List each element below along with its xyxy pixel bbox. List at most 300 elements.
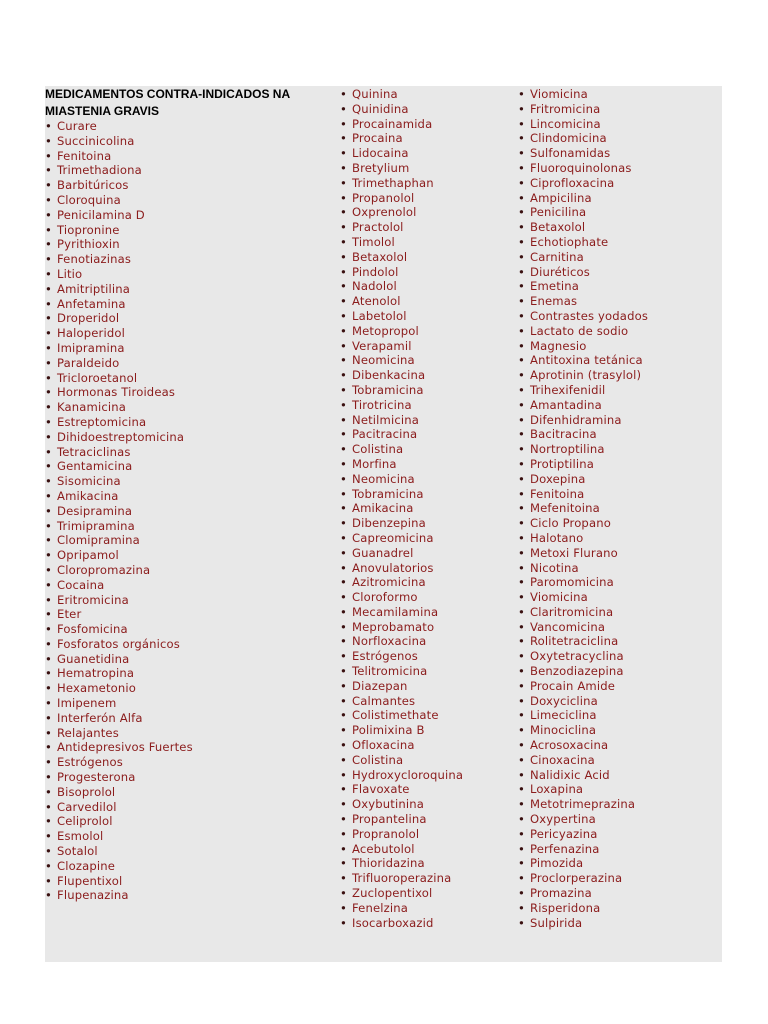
drug-name: Procaina <box>352 131 403 146</box>
drug-name: Cocaina <box>57 577 105 592</box>
bullet-icon: • <box>45 829 52 844</box>
drug-name: Enemas <box>530 294 578 309</box>
bullet-icon: • <box>518 752 525 767</box>
drug-name: Ofloxacina <box>352 738 415 753</box>
bullet-icon: • <box>518 708 525 723</box>
drug-name: Interferón Alfa <box>57 710 143 725</box>
drug-name: Minociclina <box>530 723 597 738</box>
drug-name: Dibenzepina <box>352 516 426 531</box>
bullet-icon: • <box>518 915 525 930</box>
drug-name: Clomipramina <box>57 533 140 548</box>
drug-name: Propranolol <box>352 826 420 841</box>
bullet-icon: • <box>518 664 525 679</box>
list-item <box>340 442 463 457</box>
list-item <box>518 309 648 324</box>
drug-name: Amikacina <box>352 501 414 516</box>
bullet-icon: • <box>45 622 52 637</box>
bullet-icon: • <box>340 575 347 590</box>
bullet-icon: • <box>340 856 347 871</box>
list-item <box>45 341 193 356</box>
list-item <box>340 812 463 827</box>
drug-name: Carnitina <box>530 249 584 264</box>
list-item <box>45 844 193 859</box>
bullet-icon: • <box>340 205 347 220</box>
list-item <box>518 768 648 783</box>
bullet-icon: • <box>518 841 525 856</box>
list-item <box>45 533 193 548</box>
drug-name: Aprotinin (trasylol) <box>530 368 642 383</box>
list-item <box>340 413 463 428</box>
bullet-icon: • <box>518 308 525 323</box>
bullet-icon: • <box>45 696 52 711</box>
drug-name: Tetraciclinas <box>57 444 131 459</box>
bullet-icon: • <box>340 664 347 679</box>
bullet-icon: • <box>340 308 347 323</box>
bullet-icon: • <box>340 693 347 708</box>
bullet-icon: • <box>340 767 347 782</box>
bullet-icon: • <box>518 368 525 383</box>
drug-name: Carvedilol <box>57 799 117 814</box>
drug-name: Oxybutinina <box>352 797 424 812</box>
bullet-icon: • <box>45 444 52 459</box>
list-item <box>45 119 193 134</box>
list-item <box>340 131 463 146</box>
bullet-icon: • <box>518 767 525 782</box>
list-item <box>45 459 193 474</box>
list-item <box>340 708 463 723</box>
list-item <box>45 637 193 652</box>
list-item <box>340 827 463 842</box>
list-item <box>45 208 193 223</box>
drug-name: Trimethaphan <box>352 175 434 190</box>
drug-name: Procain Amide <box>530 678 616 693</box>
list-item <box>45 267 193 282</box>
list-item <box>45 829 193 844</box>
list-item <box>518 916 648 931</box>
drug-name: Quinina <box>352 87 398 101</box>
list-item <box>340 679 463 694</box>
drug-name: Oxypertina <box>530 812 596 827</box>
drug-name: Trifluoroperazina <box>352 871 452 886</box>
list-item <box>518 901 648 916</box>
bullet-icon: • <box>340 841 347 856</box>
drug-name: Neomicina <box>352 471 415 486</box>
drug-name: Flupentixol <box>57 873 123 888</box>
drug-name: Guanetidina <box>57 651 130 666</box>
bullet-icon: • <box>518 323 525 338</box>
bullet-icon: • <box>45 799 52 814</box>
bullet-icon: • <box>45 252 52 267</box>
drug-name: Protiptilina <box>530 456 594 471</box>
list-item <box>45 430 193 445</box>
drug-name: Azitromicina <box>352 575 426 590</box>
list-item <box>518 664 648 679</box>
drug-name: Esmolol <box>57 829 104 844</box>
list-item <box>45 223 193 238</box>
bullet-icon: • <box>340 900 347 915</box>
list-item <box>518 205 648 220</box>
bullet-icon: • <box>340 634 347 649</box>
bullet-icon: • <box>518 456 525 471</box>
list-item <box>340 324 463 339</box>
list-item <box>340 620 463 635</box>
list-item <box>45 385 193 400</box>
list-item <box>340 842 463 857</box>
drug-name: Telitromicina <box>352 664 428 679</box>
list-item <box>340 768 463 783</box>
drug-name: Claritromicina <box>530 604 614 619</box>
bullet-icon: • <box>518 87 525 101</box>
list-item <box>518 324 648 339</box>
list-item <box>45 474 193 489</box>
drug-name: Contrastes yodados <box>530 308 649 323</box>
list-item <box>45 356 193 371</box>
bullet-icon: • <box>340 738 347 753</box>
list-item <box>518 442 648 457</box>
drug-name: Nalidixic Acid <box>530 767 610 782</box>
list-item <box>340 102 463 117</box>
bullet-icon: • <box>45 770 52 785</box>
list-item <box>340 782 463 797</box>
list-item <box>340 886 463 901</box>
list-item <box>340 383 463 398</box>
bullet-icon: • <box>340 368 347 383</box>
bullet-icon: • <box>518 797 525 812</box>
drug-name: Norfloxacina <box>352 634 427 649</box>
drug-name: Netilmicina <box>352 412 420 427</box>
list-item <box>518 146 648 161</box>
drug-name: Penicilamina D <box>57 207 145 222</box>
list-item <box>340 368 463 383</box>
list-item <box>45 237 193 252</box>
bullet-icon: • <box>518 900 525 915</box>
bullet-icon: • <box>518 501 525 516</box>
list-item <box>340 501 463 516</box>
list-item <box>45 814 193 829</box>
bullet-icon: • <box>518 604 525 619</box>
drug-name: Fluoroquinolonas <box>530 160 632 175</box>
bullet-icon: • <box>45 873 52 888</box>
bullet-icon: • <box>340 516 347 531</box>
list-item <box>518 413 648 428</box>
list-item <box>45 622 193 637</box>
bullet-icon: • <box>45 755 52 770</box>
bullet-icon: • <box>45 592 52 607</box>
bullet-icon: • <box>518 738 525 753</box>
list-item <box>518 235 648 250</box>
list-item <box>518 398 648 413</box>
list-item <box>340 856 463 871</box>
bullet-icon: • <box>340 116 347 131</box>
drug-name: Meprobamato <box>352 619 435 634</box>
bullet-icon: • <box>340 190 347 205</box>
drug-name: Benzodiazepina <box>530 664 624 679</box>
list-item <box>518 827 648 842</box>
bullet-icon: • <box>518 856 525 871</box>
drug-name: Cloroformo <box>352 590 418 605</box>
list-item <box>45 666 193 681</box>
list-item <box>518 117 648 132</box>
drug-name: Pindolol <box>352 264 399 279</box>
drug-name: Propantelina <box>352 812 427 827</box>
drug-name: Nortroptilina <box>530 442 605 457</box>
list-item <box>340 87 463 102</box>
bullet-icon: • <box>45 148 52 163</box>
drug-name: Pacitracina <box>352 427 418 442</box>
list-item <box>45 785 193 800</box>
list-item <box>45 593 193 608</box>
drug-name: Estreptomicina <box>57 414 147 429</box>
list-item <box>45 371 193 386</box>
drug-name: Rolitetraciclina <box>530 634 619 649</box>
drug-name: Lincomicina <box>530 116 601 131</box>
list-item <box>45 415 193 430</box>
bullet-icon: • <box>45 548 52 563</box>
drug-name: Penicilina <box>530 205 587 220</box>
drug-name: Pericyazina <box>530 826 598 841</box>
bullet-icon: • <box>518 412 525 427</box>
drug-name: Desipramina <box>57 503 133 518</box>
list-item <box>45 874 193 889</box>
list-item <box>340 250 463 265</box>
list-item <box>340 590 463 605</box>
bullet-icon: • <box>45 178 52 193</box>
bullet-icon: • <box>45 474 52 489</box>
bullet-icon: • <box>340 131 347 146</box>
drug-name: Betaxolol <box>352 249 408 264</box>
drug-name: Thioridazina <box>352 856 425 871</box>
drug-name: Trihexifenidil <box>530 382 606 397</box>
drug-name: Lactato de sodio <box>530 323 629 338</box>
drug-name: Anfetamina <box>57 296 126 311</box>
list-item <box>518 708 648 723</box>
drug-name: Eter <box>57 607 82 622</box>
list-item <box>340 871 463 886</box>
list-item <box>340 487 463 502</box>
bullet-icon: • <box>45 636 52 651</box>
drug-name: Hydroxycloroquina <box>352 767 464 782</box>
bullet-icon: • <box>45 740 52 755</box>
bullet-icon: • <box>340 782 347 797</box>
drug-name: Bisoprolol <box>57 784 116 799</box>
list-item <box>518 161 648 176</box>
drug-name: Sisomicina <box>57 474 121 489</box>
drug-name: Dibenkacina <box>352 368 426 383</box>
list-item <box>518 649 648 664</box>
bullet-icon: • <box>45 666 52 681</box>
list-item <box>45 770 193 785</box>
drug-name: Amantadina <box>530 397 602 412</box>
bullet-icon: • <box>518 264 525 279</box>
list-item <box>340 427 463 442</box>
drug-name: Neomicina <box>352 353 415 368</box>
drug-name: Metopropol <box>352 323 419 338</box>
drug-name: Antitoxina tetánica <box>530 353 643 368</box>
bullet-icon: • <box>45 607 52 622</box>
list-item <box>518 738 648 753</box>
list-item <box>518 561 648 576</box>
drug-name: Halotano <box>530 530 584 545</box>
bullet-icon: • <box>518 871 525 886</box>
drug-list-column-3 <box>518 87 648 930</box>
drug-name: Estrógenos <box>352 649 418 664</box>
drug-name: Ampicilina <box>530 190 592 205</box>
drug-name: Imipramina <box>57 340 125 355</box>
drug-name: Isocarboxazid <box>352 915 434 930</box>
list-item <box>45 859 193 874</box>
list-item <box>518 812 648 827</box>
drug-name: Fenelzina <box>352 900 408 915</box>
drug-name: Viomicina <box>530 590 588 605</box>
bullet-icon: • <box>518 382 525 397</box>
drug-name: Tricloroetanol <box>57 370 138 385</box>
bullet-icon: • <box>518 649 525 664</box>
drug-name: Acebutolol <box>352 841 415 856</box>
bullet-icon: • <box>340 560 347 575</box>
list-item <box>45 519 193 534</box>
drug-name: Trimethadiona <box>57 163 142 178</box>
bullet-icon: • <box>518 220 525 235</box>
bullet-icon: • <box>518 826 525 841</box>
drug-name: Tobramicina <box>352 486 424 501</box>
drug-name: Betaxolol <box>530 220 586 235</box>
bullet-icon: • <box>340 708 347 723</box>
drug-name: Droperidol <box>57 311 120 326</box>
drug-name: Amikacina <box>57 488 119 503</box>
drug-name: Zuclopentixol <box>352 886 433 901</box>
list-item <box>518 87 648 102</box>
list-item <box>518 886 648 901</box>
bullet-icon: • <box>45 119 52 133</box>
drug-name: Capreomicina <box>352 530 434 545</box>
list-item <box>45 178 193 193</box>
drug-name: Hexametonio <box>57 681 136 696</box>
bullet-icon: • <box>518 723 525 738</box>
bullet-icon: • <box>340 886 347 901</box>
drug-name: Procainamida <box>352 116 433 131</box>
bullet-icon: • <box>45 163 52 178</box>
bullet-icon: • <box>518 397 525 412</box>
bullet-icon: • <box>518 782 525 797</box>
list-item <box>340 901 463 916</box>
drug-name: Hormonas Tiroideas <box>57 385 176 400</box>
bullet-icon: • <box>340 826 347 841</box>
list-item <box>518 546 648 561</box>
drug-name: Promazina <box>530 886 592 901</box>
bullet-icon: • <box>518 101 525 116</box>
bullet-icon: • <box>340 338 347 353</box>
bullet-icon: • <box>340 752 347 767</box>
list-item <box>340 279 463 294</box>
list-item <box>518 590 648 605</box>
list-item <box>340 146 463 161</box>
drug-name: Colistina <box>352 752 404 767</box>
list-item <box>45 311 193 326</box>
drug-name: Cloroquina <box>57 192 121 207</box>
bullet-icon: • <box>45 577 52 592</box>
bullet-icon: • <box>340 619 347 634</box>
drug-name: Diuréticos <box>530 264 590 279</box>
drug-name: Polimixina B <box>352 723 425 738</box>
bullet-icon: • <box>340 279 347 294</box>
bullet-icon: • <box>45 725 52 740</box>
list-item <box>518 220 648 235</box>
drug-name: Doxepina <box>530 471 586 486</box>
bullet-icon: • <box>518 175 525 190</box>
drug-name: Viomicina <box>530 87 588 101</box>
drug-name: Sotalol <box>57 844 98 859</box>
bullet-icon: • <box>518 619 525 634</box>
bullet-icon: • <box>45 888 52 903</box>
drug-name: Amitriptilina <box>57 281 130 296</box>
list-item <box>340 235 463 250</box>
list-item <box>45 696 193 711</box>
drug-name: Clozapine <box>57 858 116 873</box>
bullet-icon: • <box>518 279 525 294</box>
list-item <box>518 694 648 709</box>
list-item <box>518 575 648 590</box>
list-item <box>45 282 193 297</box>
list-item <box>340 605 463 620</box>
list-item <box>518 176 648 191</box>
list-item <box>518 487 648 502</box>
list-item <box>45 489 193 504</box>
bullet-icon: • <box>518 205 525 220</box>
drug-name: Doxyciclina <box>530 693 598 708</box>
list-item <box>45 297 193 312</box>
list-item <box>518 501 648 516</box>
list-item <box>340 561 463 576</box>
bullet-icon: • <box>340 678 347 693</box>
bullet-icon: • <box>518 575 525 590</box>
list-item <box>340 353 463 368</box>
bullet-icon: • <box>340 101 347 116</box>
drug-name: Diazepan <box>352 678 408 693</box>
drug-name: Labetolol <box>352 308 407 323</box>
list-item <box>340 117 463 132</box>
bullet-icon: • <box>518 131 525 146</box>
drug-name: Guanadrel <box>352 545 414 560</box>
drug-name: Tobramicina <box>352 382 424 397</box>
bullet-icon: • <box>518 812 525 827</box>
list-item <box>518 265 648 280</box>
bullet-icon: • <box>340 501 347 516</box>
drug-list-column-2 <box>340 87 463 930</box>
drug-name: Paromomicina <box>530 575 614 590</box>
list-item <box>340 220 463 235</box>
drug-name: Oxytetracyclina <box>530 649 624 664</box>
drug-name: Kanamicina <box>57 400 127 415</box>
bullet-icon: • <box>45 488 52 503</box>
bullet-icon: • <box>340 456 347 471</box>
drug-name: Timolol <box>352 234 395 249</box>
drug-name: Bretylium <box>352 160 410 175</box>
list-item <box>518 871 648 886</box>
drug-name: Fritromicina <box>530 101 601 116</box>
bullet-icon: • <box>45 385 52 400</box>
drug-name: Fosforatos orgánicos <box>57 636 180 651</box>
bullet-icon: • <box>45 281 52 296</box>
list-item <box>340 398 463 413</box>
bullet-icon: • <box>45 651 52 666</box>
bullet-icon: • <box>340 264 347 279</box>
bullet-icon: • <box>340 723 347 738</box>
bullet-icon: • <box>45 459 52 474</box>
bullet-icon: • <box>45 296 52 311</box>
bullet-icon: • <box>340 175 347 190</box>
drug-name: Progesterona <box>57 770 136 785</box>
list-item <box>340 176 463 191</box>
